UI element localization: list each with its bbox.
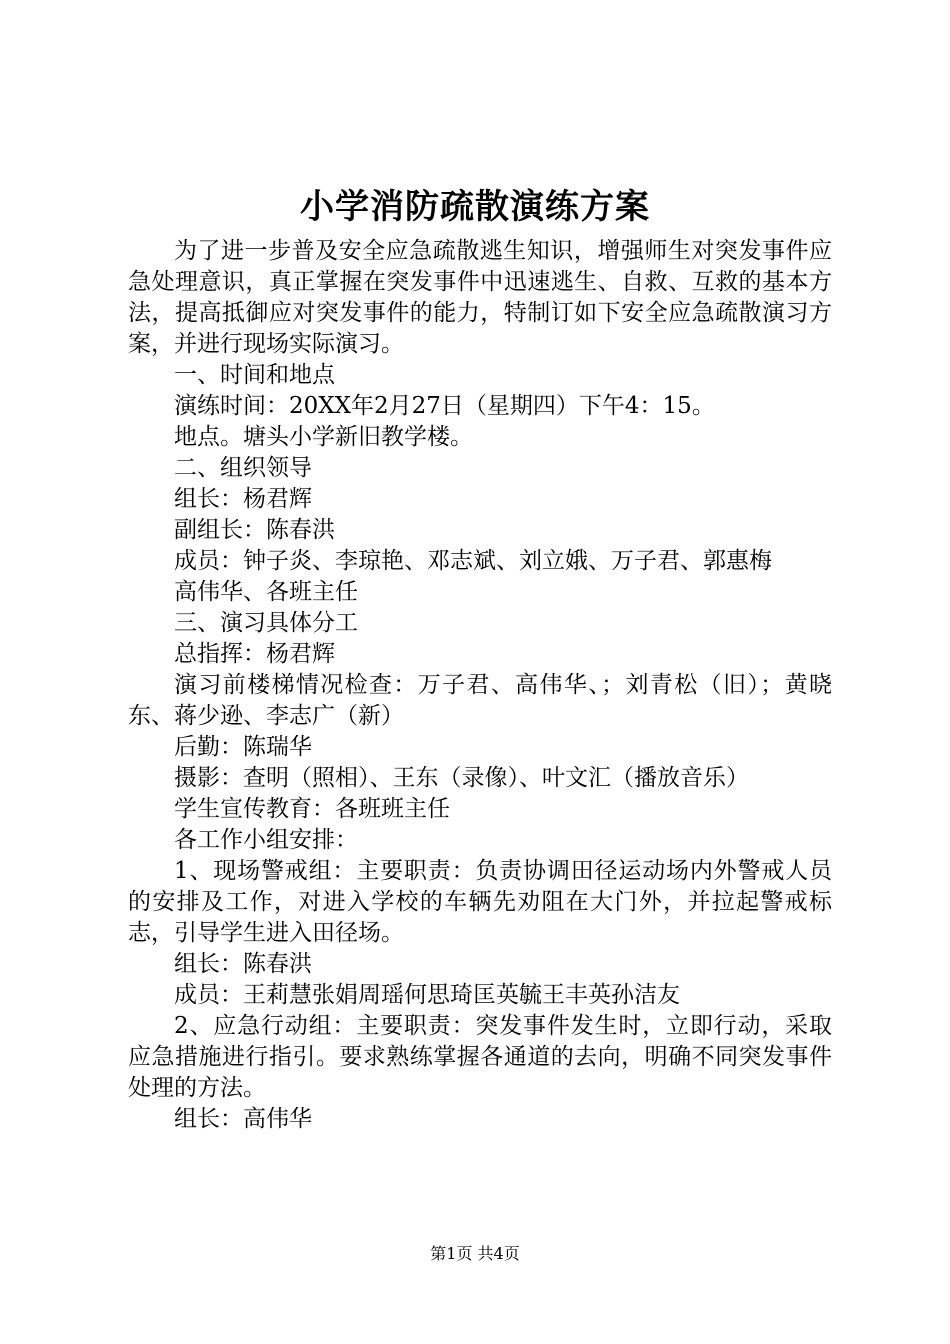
page-footer: 第1页 共4页 bbox=[430, 1244, 520, 1263]
working-groups-heading: 各工作小组安排： bbox=[174, 827, 358, 853]
section-heading-time-place: 一、时间和地点 bbox=[174, 362, 335, 388]
logistics-line: 后勤：陈瑞华 bbox=[174, 734, 312, 760]
deputy-leader-line: 副组长：陈春洪 bbox=[174, 517, 335, 543]
drill-time-line: 演练时间：20XX年2月27日（星期四）下午4：15。 bbox=[174, 393, 715, 419]
intro-paragraph: 为了进一步普及安全应急疏散逃生知识，增强师生对突发事件应急处理意识，真正掌握在突发事件中迅速逃生、自救、互救的基本方法，提高抵御应对突发事件的能力，特制订如下安全应急疏散演习方案，并进行现场实际演习。 bbox=[128, 238, 832, 357]
members-line: 成员：钟子炎、李琼艳、邓志斌、刘立娥、万子君、郭惠梅 bbox=[174, 548, 772, 574]
leader-line: 组长：杨君辉 bbox=[174, 486, 312, 512]
location-line: 地点。塘头小学新旧教学楼。 bbox=[174, 424, 473, 450]
emergency-group-leader: 组长：高伟华 bbox=[174, 1106, 312, 1132]
security-group-members: 成员：王莉慧张娟周瑶何思琦匡英毓王丰英孙洁友 bbox=[174, 982, 680, 1008]
document-title: 小学消防疏散演练方案 bbox=[300, 187, 650, 227]
security-group-paragraph: 1、现场警戒组：主要职责：负责协调田径运动场内外警戒人员的安排及工作，对进入学校的车辆先劝阻在大门外，并拉起警戒标志，引导学生进入田径场。 bbox=[128, 858, 832, 946]
section-heading-organization: 二、组织领导 bbox=[174, 455, 312, 481]
stair-inspection-line: 演习前楼梯情况检查：万子君、高伟华、；刘青松（旧）；黄晓东、蒋少逊、李志广（新） bbox=[128, 672, 832, 729]
photography-line: 摄影：查明（照相）、王东（录像）、叶文汇（播放音乐） bbox=[174, 765, 749, 791]
members-line-continued: 高伟华、各班主任 bbox=[174, 579, 358, 605]
commander-line: 总指挥：杨君辉 bbox=[174, 641, 335, 667]
student-education-line: 学生宣传教育：各班班主任 bbox=[174, 796, 450, 822]
emergency-group-paragraph: 2、应急行动组：主要职责：突发事件发生时，立即行动，采取应急措施进行指引。要求熟练掌握各通道的去向，明确不同突发事件处理的方法。 bbox=[128, 1013, 832, 1101]
security-group-leader: 组长：陈春洪 bbox=[174, 951, 312, 977]
document-body bbox=[128, 236, 832, 1135]
section-heading-division-of-labor: 三、演习具体分工 bbox=[174, 610, 358, 636]
